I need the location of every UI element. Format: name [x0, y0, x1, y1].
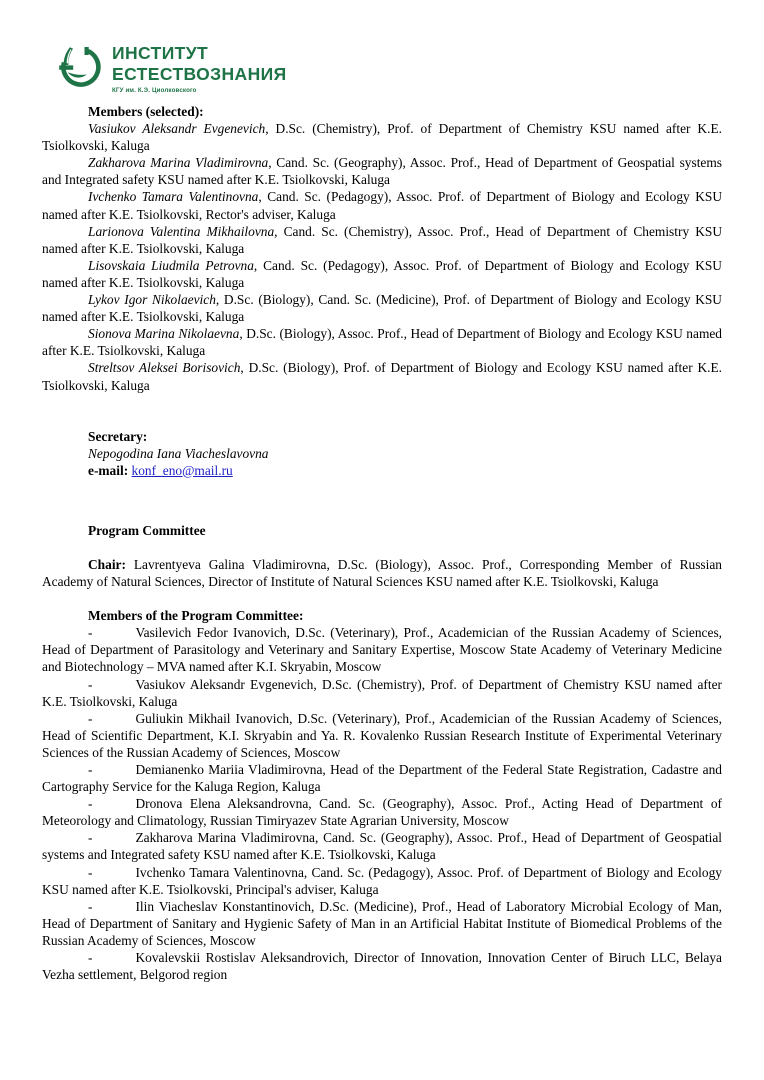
list-item	[42, 949, 722, 983]
member-name: Lykov Igor Nikolaevich	[88, 292, 216, 308]
bullet-hyphen: -	[88, 676, 93, 692]
member-text: Demianenko Mariia Vladimirovna, Head of the Department of the Federal State Registration, Cadastre and Cartography Service for the Kaluga Region, Kaluga	[42, 762, 722, 795]
member-details: , D.Sc. (Chemistry), Prof. of Department of Chemistry KSU named after K.E. Tsiolkovski, Kaluga	[42, 121, 722, 154]
list-item	[42, 864, 722, 898]
bullet-hyphen: -	[88, 864, 93, 880]
institute-logo-text	[112, 44, 287, 94]
bullet-hyphen: -	[88, 898, 93, 914]
secretary-email-link[interactable]: konf_eno@mail.ru	[131, 462, 233, 478]
member-details: , D.Sc. (Biology), Cand. Sc. (Medicine), Prof. of Department of Biology and Ecology KSU named after K.E. Tsiolkovski, Kaluga	[42, 292, 722, 325]
list-item	[42, 154, 722, 188]
member-name: Sionova Marina Nikolaevna	[88, 326, 240, 342]
member-text: Ivchenko Tamara Valentinovna, Cand. Sc. (Pedagogy), Assoc. Prof. of Department of Biology and Ecology KSU named after K.E. Tsiolkovski, Principal's adviser, Kaluga	[42, 864, 722, 897]
member-text: Vasiukov Aleksandr Evgenevich, D.Sc. (Chemistry), Prof. of Department of Chemistry KSU named after K.E. Tsiolkovski, Kaluga	[42, 676, 722, 709]
bullet-hyphen: -	[88, 950, 93, 966]
program-committee-heading: Program Committee	[88, 522, 206, 538]
document-body	[42, 103, 722, 983]
institute-of-natural-sciences-emblem-icon	[56, 44, 102, 88]
chair-text: Lavrentyeva Galina Vladimirovna, D.Sc. (Biology), Assoc. Prof., Corresponding Member of Russian Academy of Natural Sciences, Director of Institute of Natural Sciences KSU named after K.E. Tsiolkovski, Kaluga	[42, 556, 722, 590]
member-text: Zakharova Marina Vladimirovna, Cand. Sc. (Geography), Assoc. Prof., Head of Department of Geospatial systems and Integrated safety KSU named after K.E. Tsiolkovski, Kaluga	[42, 830, 722, 863]
list-item	[42, 291, 722, 325]
member-details: , Cand. Sc. (Pedagogy), Assoc. Prof. of Department of Biology and Ecology KSU named after K.E. Tsiolkovski, Kaluga	[42, 257, 722, 290]
member-details: , Cand. Sc. (Geography), Assoc. Prof., Head of Department of Geospatial systems and Integrated safety KSU named after K.E. Tsiolkovski, Kaluga	[42, 155, 722, 188]
list-item	[42, 710, 722, 761]
list-item	[42, 223, 722, 257]
secretary-heading: Secretary:	[88, 428, 148, 444]
member-name: Lisovskaia Liudmila Petrovna	[88, 257, 254, 273]
program-committee-member-list	[42, 624, 722, 983]
logo-line-1: ИНСТИТУТ	[112, 43, 209, 63]
bullet-hyphen: -	[88, 762, 93, 777]
member-text: Ilin Viacheslav Konstantinovich, D.Sc. (Medicine), Prof., Head of Laboratory Microbial Ecology of Man, Head of Department of Sanitary and Hygienic Safety of Man in an Artificial Habitat Institute of Biomedical Problems of the Russian Academy of Sciences, Moscow	[42, 898, 722, 948]
logo-subtitle: КГУ им. К.Э. Циолковского	[112, 87, 197, 94]
spacer	[42, 590, 722, 607]
spacer	[42, 479, 722, 513]
list-item	[42, 624, 722, 675]
member-details: , D.Sc. (Biology), Prof. of Department of Biology and Ecology KSU named after K.E. Tsiolkovski, Kaluga	[42, 360, 722, 393]
list-item	[42, 257, 722, 291]
spacer	[42, 394, 722, 428]
institute-logo	[56, 44, 287, 94]
member-text: Dronova Elena Aleksandrovna, Cand. Sc. (Geography), Assoc. Prof., Acting Head of Department of Meteorology and Climatology, Russian Timiryazev State Agrarian University, Moscow	[42, 796, 722, 829]
secretary-name: Nepogodina Iana Viacheslavovna	[88, 445, 269, 461]
program-committee-chair	[42, 556, 722, 590]
members-selected-heading: Members (selected):	[88, 104, 204, 119]
member-details: , Cand. Sc. (Chemistry), Assoc. Prof., Head of Department of Chemistry KSU named after K.E. Tsiolkovski, Kaluga	[42, 223, 722, 256]
list-item	[42, 325, 722, 359]
bullet-hyphen: -	[88, 625, 93, 641]
list-item	[42, 761, 722, 795]
list-item	[42, 676, 722, 710]
list-item	[42, 359, 722, 393]
member-details: , Cand. Sc. (Pedagogy), Assoc. Prof. of Department of Biology and Ecology KSU named after K.E. Tsiolkovski, Rector's adviser, Kaluga	[42, 189, 722, 222]
chair-label: Chair:	[88, 556, 126, 572]
list-item	[42, 829, 722, 863]
list-item	[42, 120, 722, 154]
member-name: Zakharova Marina Vladimirovna	[88, 155, 269, 171]
bullet-hyphen: -	[88, 830, 93, 846]
member-text: Kovalevskii Rostislav Aleksandrovich, Director of Innovation, Innovation Center of Biruch LLC, Belaya Vezha settlement, Belgorod region	[42, 950, 722, 983]
spacer	[42, 539, 722, 556]
spacer	[42, 513, 722, 522]
program-committee-members-heading: Members of the Program Committee:	[88, 608, 304, 624]
list-item	[42, 898, 722, 949]
bullet-hyphen: -	[88, 796, 93, 812]
member-name: Vasiukov Aleksandr Evgenevich	[88, 121, 266, 137]
logo-line-2: ЕСТЕСТВОЗНАНИЯ	[112, 63, 287, 84]
email-label: e-mail:	[88, 462, 129, 478]
member-text: Vasilevich Fedor Ivanovich, D.Sc. (Veterinary), Prof., Academician of the Russian Academy of Sciences, Head of Department of Parasitology and Veterinary and Sanitary Expertise, Moscow State Academy of Veterinary Medicine and Biotechnology – MVA named after K.I. Skryabin, Moscow	[42, 625, 722, 675]
secretary-email-row	[88, 462, 722, 479]
bullet-hyphen: -	[88, 710, 93, 726]
secretary-block	[88, 428, 722, 479]
member-details: , D.Sc. (Biology), Assoc. Prof., Head of Department of Biology and Ecology KSU named after K.E. Tsiolkovski, Kaluga	[42, 326, 722, 359]
organizing-committee-member-list	[42, 120, 722, 394]
member-name: Ivchenko Tamara Valentinovna	[88, 189, 259, 205]
list-item	[42, 188, 722, 222]
member-name: Larionova Valentina Mikhailovna	[88, 223, 275, 239]
member-name: Streltsov Aleksei Borisovich	[88, 360, 241, 376]
list-item	[42, 795, 722, 829]
member-text: Guliukin Mikhail Ivanovich, D.Sc. (Veterinary), Prof., Academician of the Russian Academy of Sciences, Head of Scientific Department, K.I. Skryabin and Ya. R. Kovalenko Russian Research Institute of Experimental Veterinary Sciences of the Russian Academy of Sciences, Moscow	[42, 710, 722, 760]
